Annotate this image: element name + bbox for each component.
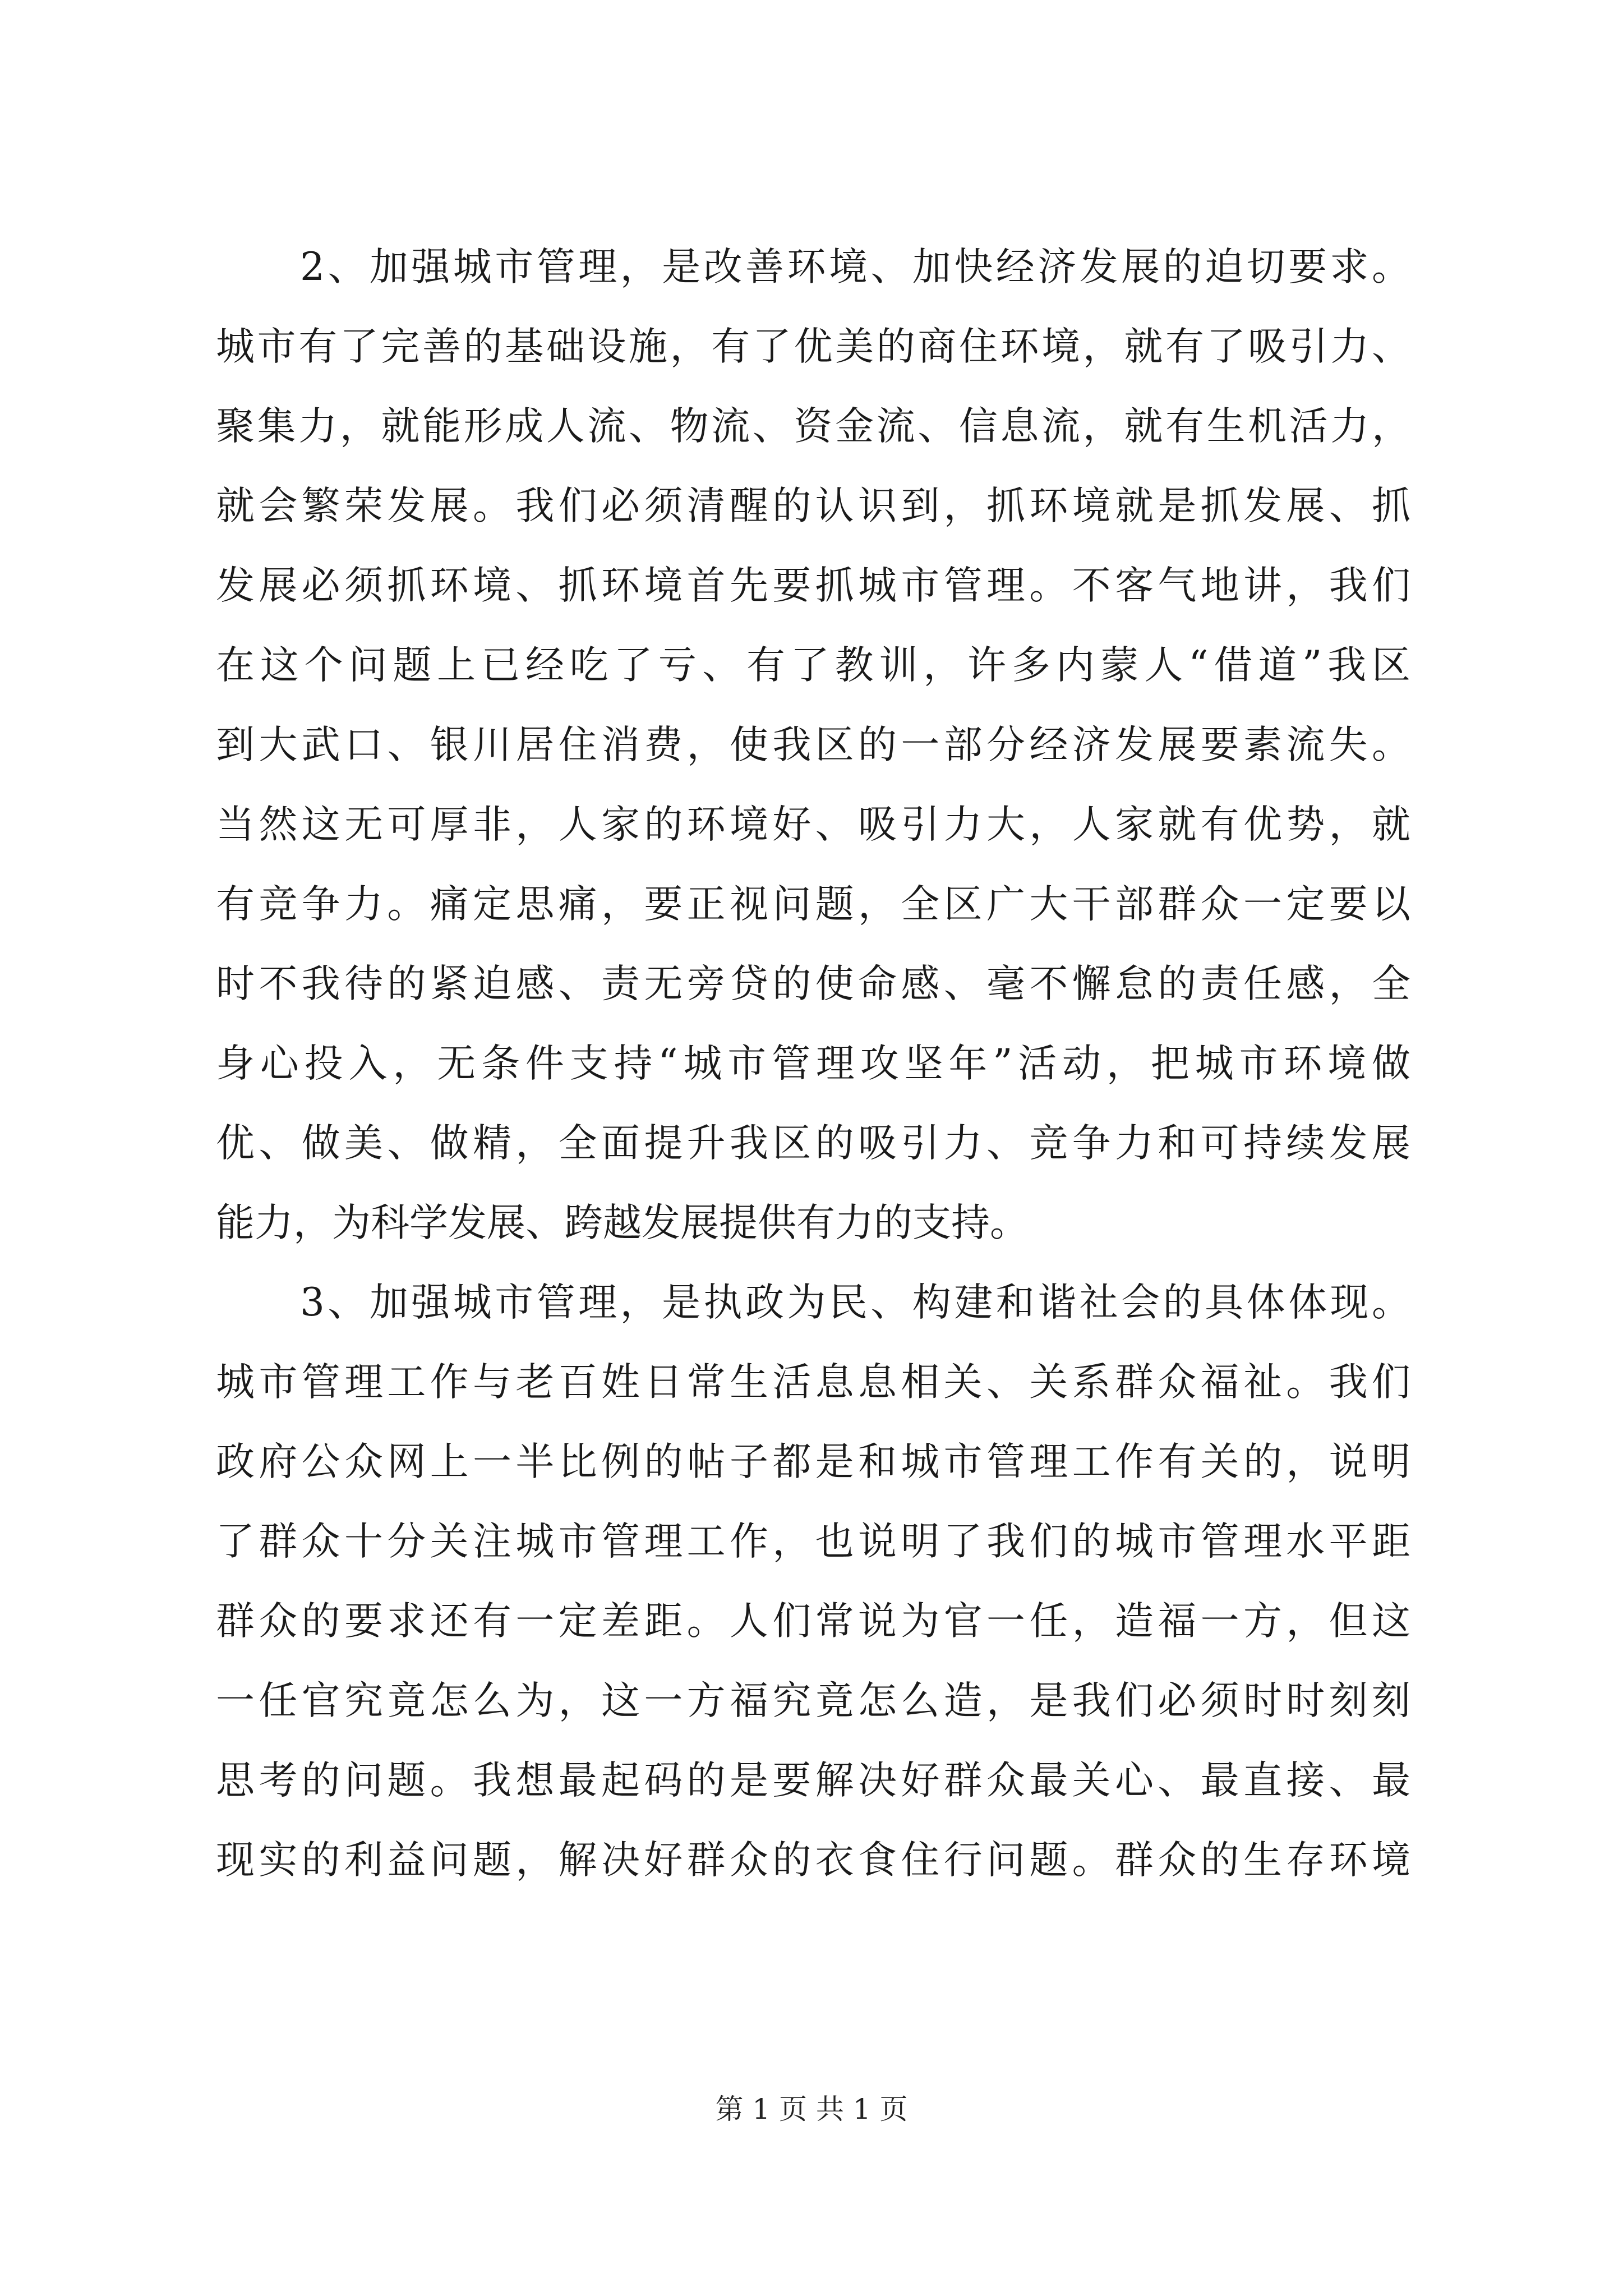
paragraph-line: 就会繁荣发展。我们必须清醒的认识到，抓环境就是抓发展、抓: [216, 484, 1410, 528]
paragraph-3: [216, 1263, 1410, 1900]
paragraph-line: 到大武口、银川居住消费，使我区的一部分经济发展要素流失。: [216, 723, 1410, 767]
paragraph-line: 思考的问题。我想最起码的是要解决好群众最关心、最直接、最: [216, 1758, 1410, 1803]
paragraph-line: 身心投入，无条件支持“城市管理攻坚年”活动，把城市环境做: [216, 1041, 1410, 1086]
paragraph-line: 城市有了完善的基础设施，有了优美的商住环境，就有了吸引力、: [216, 324, 1410, 369]
paragraph-line: 有竞争力。痛定思痛，要正视问题，全区广大干部群众一定要以: [216, 882, 1410, 927]
paragraph-line: 发展必须抓环境、抓环境首先要抓城市管理。不客气地讲，我们: [216, 563, 1410, 608]
paragraph-line: 在这个问题上已经吃了亏、有了教训，许多内蒙人“借道”我区: [216, 643, 1410, 688]
page-number-footer: 第 1 页 共 1 页: [715, 2093, 908, 2125]
paragraph-line: 优、做美、做精，全面提升我区的吸引力、竞争力和可持续发展: [216, 1121, 1410, 1166]
paragraph-line: 2、加强城市管理，是改善环境、加快经济发展的迫切要求。: [300, 245, 1410, 289]
paragraph-line: 当然这无可厚非，人家的环境好、吸引力大，人家就有优势，就: [216, 802, 1410, 847]
paragraph-line: 群众的要求还有一定差距。人们常说为官一任，造福一方，但这: [216, 1599, 1410, 1644]
paragraph-line: 时不我待的紧迫感、责无旁贷的使命感、毫不懈怠的责任感，全: [216, 961, 1410, 1006]
paragraph-line: 能力，为科学发展、跨越发展提供有力的支持。: [216, 1200, 1029, 1245]
document-body: [216, 227, 1410, 1900]
paragraph-line: 了群众十分关注城市管理工作，也说明了我们的城市管理水平距: [216, 1519, 1410, 1564]
paragraph-line: 3、加强城市管理，是执政为民、构建和谐社会的具体体现。: [300, 1280, 1410, 1325]
paragraph-line: 现实的利益问题，解决好群众的衣食住行问题。群众的生存环境: [216, 1838, 1410, 1883]
paragraph-2: [216, 227, 1410, 1263]
paragraph-line: 城市管理工作与老百姓日常生活息息相关、关系群众福祉。我们: [216, 1360, 1410, 1405]
paragraph-line: 一任官究竟怎么为，这一方福究竟怎么造，是我们必须时时刻刻: [216, 1678, 1410, 1723]
paragraph-line: 聚集力，就能形成人流、物流、资金流、信息流，就有生机活力，: [216, 404, 1410, 449]
paragraph-line: 政府公众网上一半比例的帖子都是和城市管理工作有关的，说明: [216, 1439, 1410, 1484]
